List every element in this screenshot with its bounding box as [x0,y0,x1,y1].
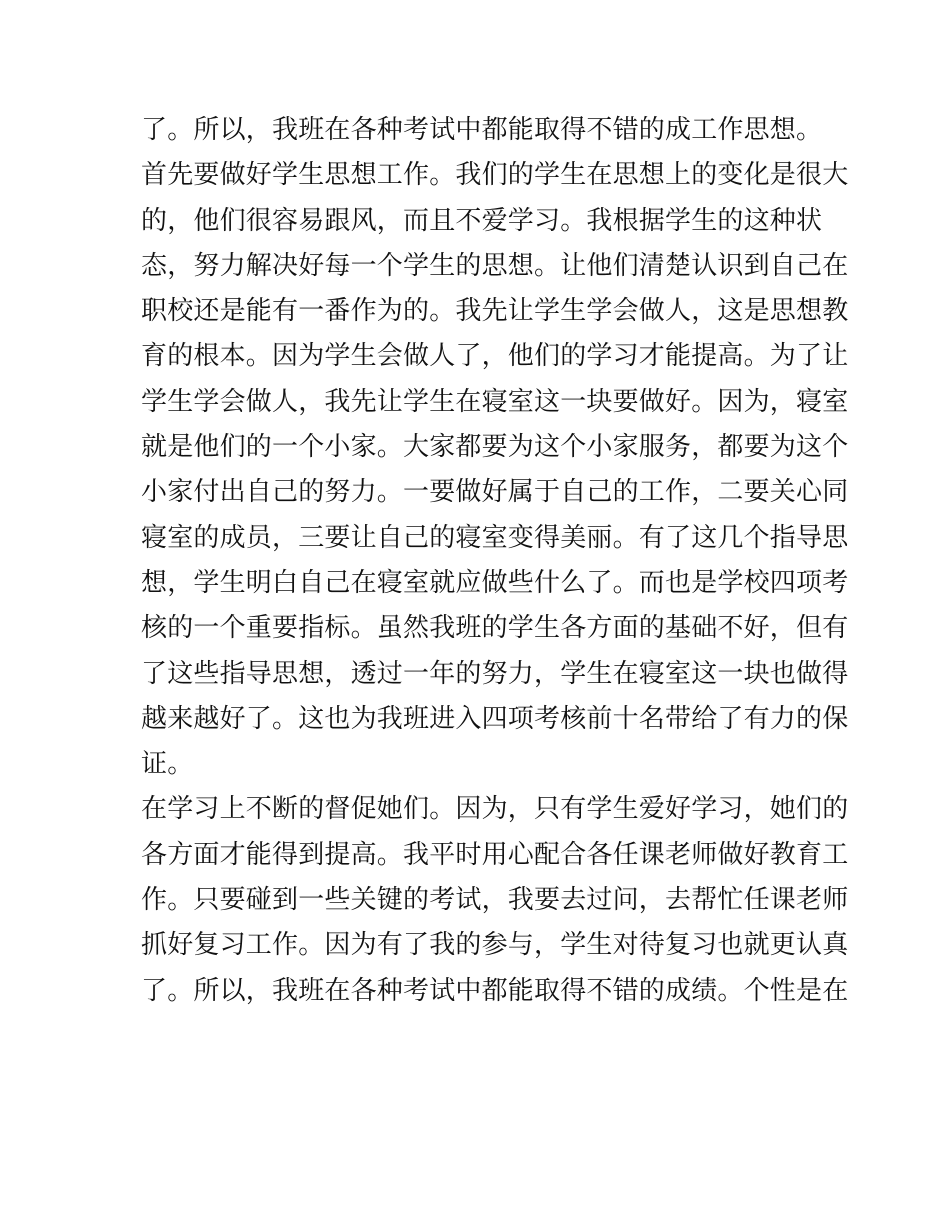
text-line: 学生学会做人，我先让学生在寝室这一块要做好。因为，寝室 [141,386,849,417]
text-line: 作。只要碰到一些关键的考试，我要去过问，去帮忙任课老师 [141,885,849,916]
text-line: 就是他们的一个小家。大家都要为这个小家服务，都要为这个 [141,432,849,463]
text-line: 了。所以，我班在各种考试中都能取得不错的成绩。个性是在 [141,975,849,1006]
text-line: 核的一个重要指标。虽然我班的学生各方面的基础不好，但有 [141,613,849,644]
text-line: 越来越好了。这也为我班进入四项考核前十名带给了有力的保 [141,703,849,734]
text-line: 证。 [141,749,194,780]
text-line: 各方面才能得到提高。我平时用心配合各任课老师做好教育工 [141,839,849,870]
text-line: 了。所以，我班在各种考试中都能取得不错的成工作思想。 [141,115,823,145]
text-line: 小家付出自己的努力。一要做好属于自己的工作，二要关心同 [141,477,849,508]
body-text [141,108,849,1014]
text-line: 职校还是能有一番作为的。我先让学生学会做人，这是思想教 [141,296,849,327]
text-line: 抓好复习工作。因为有了我的参与，学生对待复习也就更认真 [141,930,849,961]
text-line: 了这些指导思想，透过一年的努力，学生在寝室这一块也做得 [141,658,849,689]
text-line: 想，学生明白自己在寝室就应做些什么了。而也是学校四项考 [141,567,849,598]
text-line: 态，努力解决好每一个学生的思想。让他们清楚认识到自己在 [141,250,849,281]
text-line: 育的根本。因为学生会做人了，他们的学习才能提高。为了让 [141,341,849,372]
text-line: 在学习上不断的督促她们。因为，只有学生爱好学习，她们的 [141,794,849,825]
text-line: 首先要做好学生思想工作。我们的学生在思想上的变化是很大 [141,160,849,191]
text-line: 寝室的成员，三要让自己的寝室变得美丽。有了这几个指导思 [141,522,849,553]
text-line: 的，他们很容易跟风，而且不爱学习。我根据学生的这种状 [141,205,823,236]
